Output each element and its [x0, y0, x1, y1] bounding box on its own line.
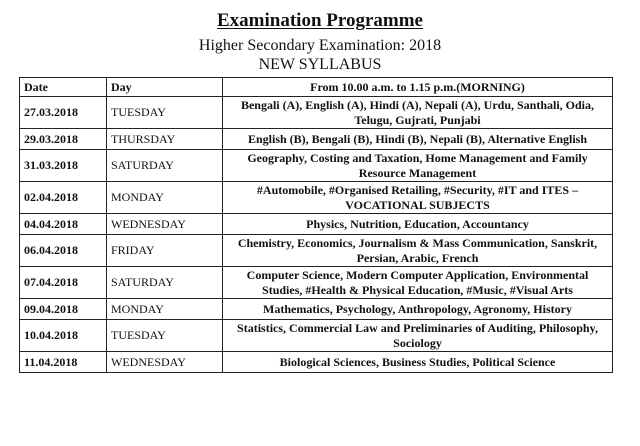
table-row	[20, 267, 613, 299]
row-date: 02.04.2018	[20, 182, 107, 214]
row-subjects: Computer Science, Modern Computer Application, Environmental Studies, #Health & Physical Education, #Music, #Visual Arts	[223, 267, 613, 299]
row-subjects: Mathematics, Psychology, Anthropology, Agronomy, History	[223, 299, 613, 320]
table-row	[20, 182, 613, 214]
row-subjects: Statistics, Commercial Law and Preliminaries of Auditing, Philosophy, Sociology	[223, 320, 613, 352]
row-subjects: Biological Sciences, Business Studies, Political Science	[223, 352, 613, 373]
table-row	[20, 352, 613, 373]
row-day: WEDNESDAY	[107, 214, 223, 235]
table-row	[20, 214, 613, 235]
table-row	[20, 320, 613, 352]
row-date: 11.04.2018	[20, 352, 107, 373]
table-row	[20, 299, 613, 320]
row-subjects: #Automobile, #Organised Retailing, #Security, #IT and ITES – VOCATIONAL SUBJECTS	[223, 182, 613, 214]
row-date: 31.03.2018	[20, 150, 107, 182]
row-day: TUESDAY	[107, 320, 223, 352]
row-date: 27.03.2018	[20, 97, 107, 129]
row-subjects: English (B), Bengali (B), Hindi (B), Nepali (B), Alternative English	[223, 129, 613, 150]
row-day: THURSDAY	[107, 129, 223, 150]
column-header-day: Day	[107, 78, 223, 97]
row-date: 07.04.2018	[20, 267, 107, 299]
row-date: 29.03.2018	[20, 129, 107, 150]
exam-schedule-table	[19, 77, 613, 373]
table-row	[20, 235, 613, 267]
row-day: MONDAY	[107, 299, 223, 320]
table-row	[20, 97, 613, 129]
row-day: FRIDAY	[107, 235, 223, 267]
row-day: WEDNESDAY	[107, 352, 223, 373]
row-subjects: Geography, Costing and Taxation, Home Management and Family Resource Management	[223, 150, 613, 182]
row-date: 06.04.2018	[20, 235, 107, 267]
row-subjects: Chemistry, Economics, Journalism & Mass Communication, Sanskrit, Persian, Arabic, French	[223, 235, 613, 267]
table-row	[20, 150, 613, 182]
row-day: MONDAY	[107, 182, 223, 214]
table-row	[20, 129, 613, 150]
row-day: SATURDAY	[107, 267, 223, 299]
row-date: 09.04.2018	[20, 299, 107, 320]
row-date: 10.04.2018	[20, 320, 107, 352]
row-subjects: Physics, Nutrition, Education, Accountancy	[223, 214, 613, 235]
page-title: Examination Programme	[217, 10, 423, 31]
row-date: 04.04.2018	[20, 214, 107, 235]
table-header-row	[20, 78, 613, 97]
row-day: TUESDAY	[107, 97, 223, 129]
row-day: SATURDAY	[107, 150, 223, 182]
column-header-subjects: From 10.00 a.m. to 1.15 p.m.(MORNING)	[223, 78, 613, 97]
syllabus-label: NEW SYLLABUS	[258, 56, 382, 73]
exam-subtitle: Higher Secondary Examination: 2018	[198, 37, 442, 54]
column-header-date: Date	[20, 78, 107, 97]
row-subjects: Bengali (A), English (A), Hindi (A), Nepali (A), Urdu, Santhali, Odia, Telugu, Gujrati, Punjabi	[223, 97, 613, 129]
